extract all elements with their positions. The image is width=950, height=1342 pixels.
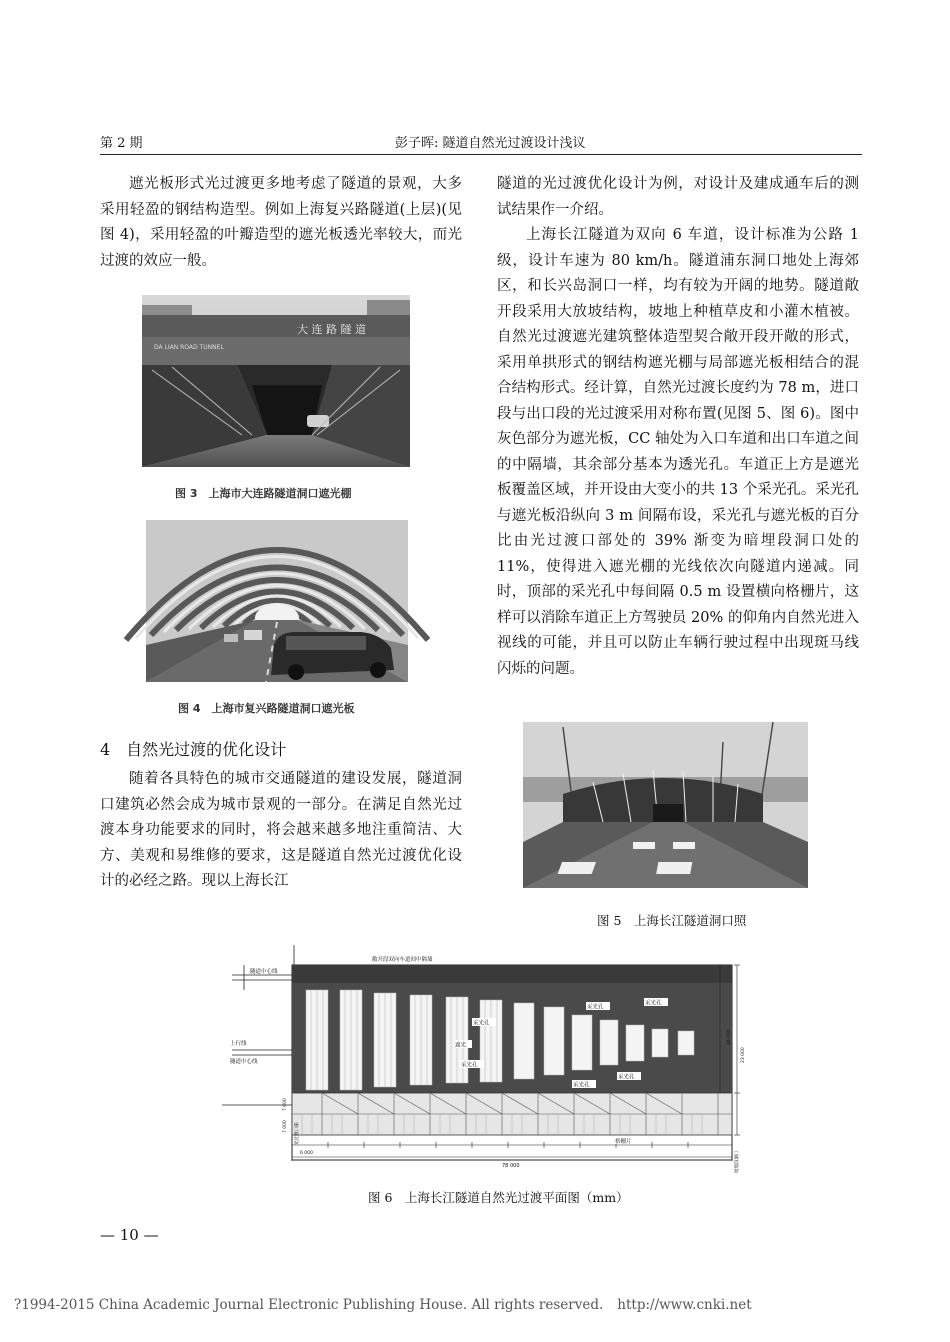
page-number: — 10 — (100, 1226, 159, 1244)
fig4-photo (146, 520, 408, 682)
fig6-label-tunnel-centerline: 隧道中心线 (250, 969, 278, 975)
fig6-left-vert: 光过渡口部 (295, 1122, 300, 1145)
issue-label: 第 2 期 (100, 136, 143, 151)
fig6-height-bot2: 7 000 (283, 1120, 288, 1133)
fig3-sign-cn: 大 连 路 隧 道 (297, 323, 366, 336)
running-title: 彭子晖: 隧道自然光过渡设计浅议 (395, 136, 586, 151)
section-heading: 4 自然光过渡的优化设计 (100, 740, 287, 759)
right-para-2: 上海长江隧道为双向 6 车道，设计标准为公路 1 级，设计车速为 80 km/h。隧道浦东洞口地处上海郊区，和长兴岛洞口一样，均有较为开阔的地势。隧道敞开段采用大放坡结构，坡地上种植草皮和小灌木植被。自然光过渡遮光建筑整体造型契合敞开段开敞的形式，采用单拱形式的钢结构遮光棚与局部遮光板相结合的混合结构形式。经计算，自然光过渡长度约为 78 m，进口段与出口段的光过渡采用对称布置(见图 5、图 6)。图中灰色部分为遮光板，CC 轴处为入口车道和出口车道之间的中隔墙，其余部分基本为透光孔。车道正上方是遮光板覆盖区域，并开设由大变小的共 13 个采光孔。采光孔与遮光板沿纵向 3 m 间隔布设，采光孔与遮光板的百分比由光过渡口部处的 39% 渐变为暗埋段洞口处的 11%，使得进入遮光棚的光线依次向隧道内递减。同时，顶部的采光孔中每间隔 0.5 m 设置横向格栅片，这样可以消除车道正上方驾驶员 20% 的仰角内自然光进入视线的可能，并且可以防止车辆行驶过程中出现斑马线闪烁的问题。 (497, 227, 859, 677)
fig6-caption: 图 6 上海长江隧道自然光过渡平面图（mm） (368, 1190, 629, 1205)
fig6-label-divider-wall: 敞开段双向车道间中隔墙 (372, 957, 433, 963)
fig5-photo (523, 722, 808, 888)
fig6-label-hole-6: 采光孔 (461, 1062, 478, 1069)
copyright-line (0, 1297, 752, 1313)
fig6-label-hole-3: 采光孔 (645, 1000, 662, 1007)
fig6-label-hole-5: 采光孔 (618, 1074, 635, 1081)
fig6-label-hole-2: 采光孔 (587, 1004, 604, 1011)
fig3-photo (142, 295, 410, 467)
left-para-1: 遮光板形式光过渡更多地考虑了隧道的景观，大多采用轻盈的钢结构造型。例如上海复兴路隧道(上层)(见图 4)，采用轻盈的叶瓣造型的遮光板透光率较大，而光过渡的效应一般。 (100, 176, 462, 269)
fig6-label-hole-4: 采光孔 (573, 1082, 590, 1089)
header-rule (100, 154, 862, 155)
fig6-height-top: 16 000 (727, 1029, 732, 1045)
fig6-drawing (222, 945, 746, 1175)
fig6-height-bot1: 7 000 (283, 1098, 288, 1111)
left-para-2: 随着各具特色的城市交通隧道的建设发展，隧道洞口建筑必然会成为城市景观的一部分。在满足自然光过渡本身功能要求的同时，将会越来越多地注重简洁、大方、美观和易维修的要求，这是隧道自然光过渡优化设计的必经之路。现以上海长江 (100, 771, 462, 889)
fig3-sign-en: DA LIAN ROAD TUNNEL (154, 344, 224, 351)
fig6-total-label: 78 000 (502, 1163, 520, 1169)
fig6-seg-label: 6 000 (300, 1151, 313, 1156)
fig6-label-grid: 格栅片 (615, 1139, 632, 1145)
cnki-url[interactable]: http://www.cnki.net (617, 1297, 752, 1313)
copyright-text: ?1994-2015 China Academic Journal Electronic Publishing House. All rights reserved. (14, 1297, 604, 1313)
fig6-label-shade: 遮光 (455, 1042, 467, 1049)
fig6-label-upline-2: 隧道中心线 (230, 1059, 258, 1065)
fig3-caption: 图 3 上海市大连路隧道洞口遮光棚 (175, 487, 352, 500)
fig6-label-hole-1: 采光孔 (473, 1020, 490, 1027)
fig4-caption: 图 4 上海市复兴路隧道洞口遮光板 (178, 702, 355, 715)
fig6-dark-section: 暗埋段洞口 (735, 1150, 740, 1173)
fig6-height-total: 23 000 (741, 1047, 746, 1063)
fig6-label-upline-1: 上行线 (230, 1041, 247, 1047)
right-para-1: 隧道的光过渡优化设计为例，对设计及建成通车后的测试结果作一介绍。 (497, 176, 859, 218)
fig5-caption: 图 5 上海长江隧道洞口照 (597, 913, 747, 928)
